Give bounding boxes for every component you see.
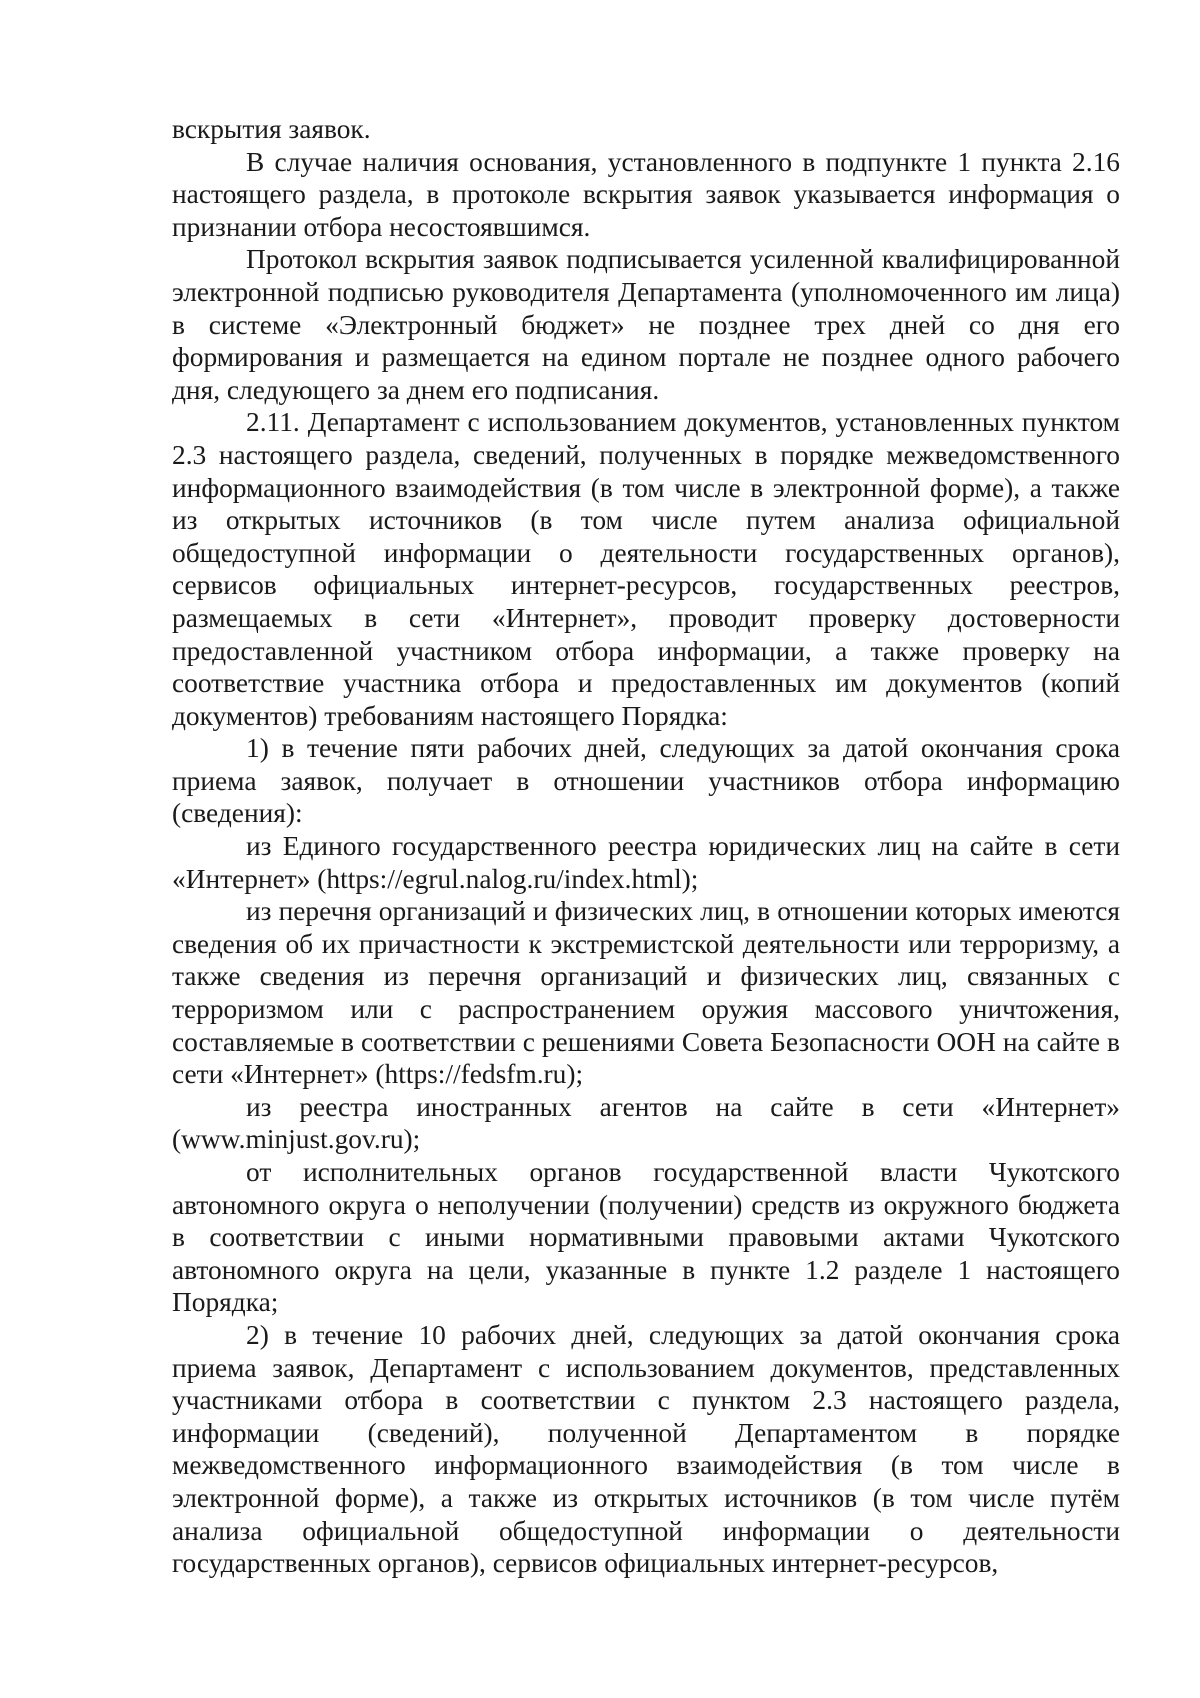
paragraph-terrorism-list-source: из перечня организаций и физических лиц, в отношении которых имеются сведения об их причастности к экстремистской деятельности или терроризму, а также сведения из перечня организаций и физических лиц, связанных с терроризмом или с распространением оружия массового уничтожения, составляемые в соответствии с решениями Совета Безопасности ООН на сайте в сети «Интернет» (https://fedsfm.ru);	[172, 896, 1120, 1090]
document-body	[172, 113, 1120, 1580]
paragraph-failed-selection: В случае наличия основания, установленного в подпункте 1 пункта 2.16 настоящего раздела, в протоколе вскрытия заявок указывается информация о признании отбора несостоявшимся.	[172, 146, 1120, 242]
paragraph-protocol-signing: Протокол вскрытия заявок подписывается усиленной квалифицированной электронной подписью руководителя Департамента (уполномоченного им лица) в системе «Электронный бюджет» не позднее трех дней со дня его формирования и размещается на едином портале не позднее одного рабочего дня, следующего за днем его подписания.	[172, 244, 1120, 405]
paragraph-section-2-11: 2.11. Департамент с использованием документов, установленных пунктом 2.3 настоящего раздела, сведений, полученных в порядке межведомственного информационного взаимодействия (в том числе в электронной форме), а также из открытых источников (в том числе путем анализа официальной общедоступной информации о деятельности государственных органов), сервисов официальных интернет-ресурсов, государственных реестров, размещаемых в сети «Интернет», проводит проверку достоверности предоставленной участником отбора информации, а также проверку на соответствие участника отбора и предоставленных им документов (копий документов) требованиям настоящего Порядка:	[172, 407, 1120, 731]
paragraph-item-2: 2) в течение 10 рабочих дней, следующих за датой окончания срока приема заявок, Департамент с использованием документов, представленных участниками отбора в соответствии с пунктом 2.3 настоящего раздела, информации (сведений), полученной Департаментом в порядке межведомственного информационного взаимодействия (в том числе в электронной форме), а также из открытых источников (в том числе путём анализа официальной общедоступной информации о деятельности государственных органов), сервисов официальных интернет-ресурсов,	[172, 1319, 1120, 1579]
paragraph-continuation: вскрытия заявок.	[172, 114, 371, 144]
paragraph-item-1: 1) в течение пяти рабочих дней, следующих за датой окончания срока приема заявок, получает в отношении участников отбора информацию (сведения):	[172, 733, 1120, 829]
paragraph-foreign-agents-source: из реестра иностранных агентов на сайте в сети «Интернет» (www.minjust.gov.ru);	[172, 1091, 1120, 1155]
paragraph-egrul-source: из Единого государственного реестра юридических лиц на сайте в сети «Интернет» (https://egrul.nalog.ru/index.html);	[172, 831, 1120, 894]
paragraph-executive-bodies-source: от исполнительных органов государственной власти Чукотского автономного округа о неполучении (получении) средств из окружного бюджета в соответствии с иными нормативными правовыми актами Чукотского автономного округа на цели, указанные в пункте 1.2 разделе 1 настоящего Порядка;	[172, 1157, 1120, 1318]
